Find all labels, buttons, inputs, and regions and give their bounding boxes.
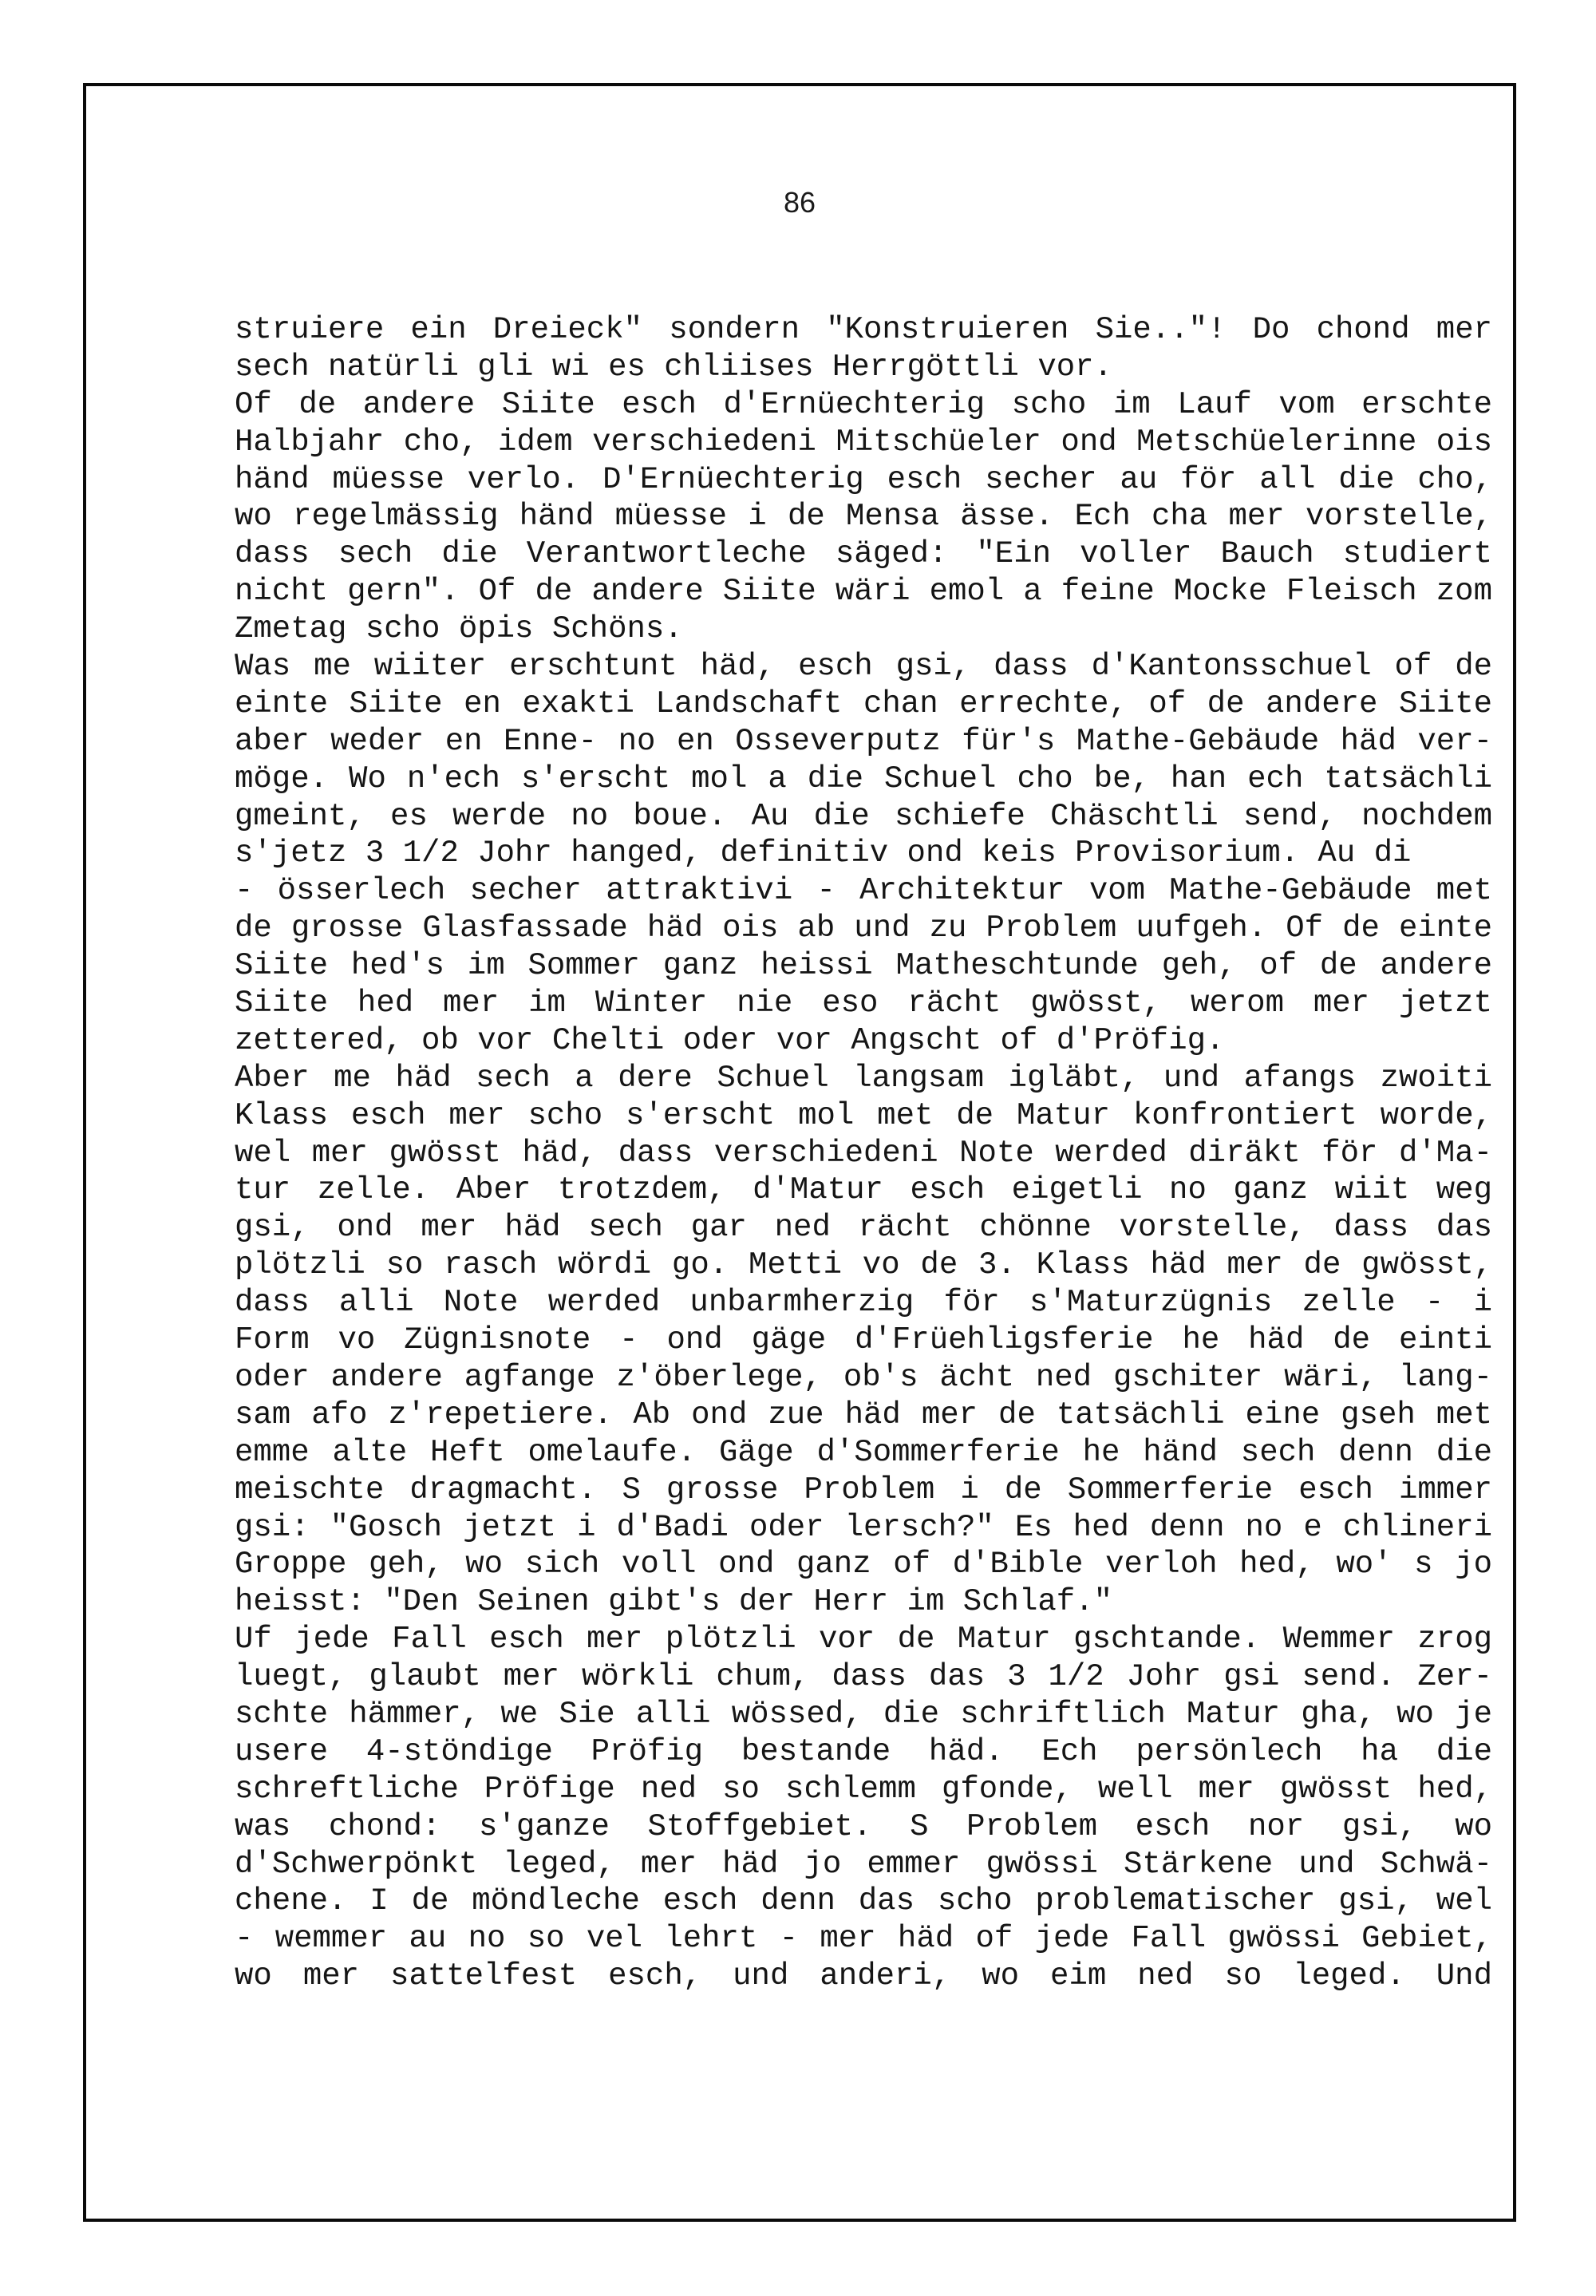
text-line: emme alte Heft omelaufe. Gäge d'Sommerferie he händ sech denn die (235, 1434, 1492, 1470)
text-line: plötzli so rasch wördi go. Metti vo de 3. Klass häd mer de gwösst, (235, 1247, 1492, 1283)
body-text (235, 311, 1492, 1995)
page-number: 86 (783, 186, 816, 219)
text-line: - wemmer au no so vel lehrt - mer häd of jede Fall gwössi Gebiet, (235, 1921, 1492, 1957)
text-line: einte Siite en exakti Landschaft chan errechte, of de andere Siite (235, 686, 1492, 721)
text-line: dass sech die Verantwortleche säged: "Ein voller Bauch studiert (235, 536, 1492, 572)
text-line: Form vo Zügnisnote - ond gäge d'Früehligsferie he häd de einti (235, 1322, 1492, 1358)
text-line: sech natürli gli wi es chliises Herrgöttli vor. (235, 349, 1112, 385)
text-line: Zmetag scho öpis Schöns. (235, 611, 683, 647)
document-page (86, 86, 1513, 2219)
text-line: schte hämmer, we Sie alli wössed, die schriftlich Matur gha, wo je (235, 1696, 1492, 1732)
text-line: Aber me häd sech a dere Schuel langsam igläbt, und afangs zwoiti (235, 1060, 1492, 1096)
text-line: schreftliche Pröfige ned so schlemm gfonde, well mer gwösst hed, (235, 1771, 1492, 1807)
text-line: Of de andere Siite esch d'Ernüechterig scho im Lauf vom erschte (235, 386, 1492, 422)
text-line: luegt, glaubt mer wörkli chum, dass das 3 1/2 Johr gsi send. Zer- (235, 1659, 1492, 1695)
text-line: möge. Wo n'ech s'erscht mol a die Schuel cho be, han ech tatsächli (235, 761, 1492, 796)
text-line: Siite hed's im Sommer ganz heissi Matheschtunde geh, of de andere (235, 948, 1492, 984)
text-line: Halbjahr cho, idem verschiedeni Mitschüeler ond Metschüelerinne ois (235, 424, 1492, 460)
text-line: aber weder en Enne- no en Osseverputz für's Mathe-Gebäude häd ver- (235, 723, 1492, 759)
text-line: händ müesse verlo. D'Ernüechterig esch secher au för all die cho, (235, 461, 1492, 497)
text-line: Uf jede Fall esch mer plötzli vor de Matur gschtande. Wemmer zrog (235, 1622, 1492, 1658)
text-line: tur zelle. Aber trotzdem, d'Matur esch eigetli no ganz wiit weg (235, 1172, 1492, 1208)
text-line: gsi: "Gosch jetzt i d'Badi oder lersch?" Es hed denn no e chlineri (235, 1509, 1492, 1545)
text-line: s'jetz 3 1/2 Johr hanged, definitiv ond keis Provisorium. Au di (235, 836, 1412, 871)
text-line: usere 4-stöndige Pröfig bestande häd. Ech persönlech ha die (235, 1733, 1492, 1769)
text-line: was chond: s'ganze Stoffgebiet. S Problem esch nor gsi, wo (235, 1808, 1492, 1844)
text-line: wo regelmässig händ müesse i de Mensa ässe. Ech cha mer vorstelle, (235, 499, 1492, 535)
text-line: dass alli Note werded unbarmherzig för s'Maturzügnis zelle - i (235, 1285, 1492, 1321)
text-line: - össerlech secher attraktivi - Architektur vom Mathe-Gebäude met (235, 873, 1492, 909)
text-line: meischte dragmacht. S grosse Problem i de Sommerferie esch immer (235, 1472, 1492, 1508)
text-line: gsi, ond mer häd sech gar ned rächt chönne vorstelle, dass das (235, 1210, 1492, 1246)
text-line: heisst: "Den Seinen gibt's der Herr im Schlaf." (235, 1584, 1112, 1620)
text-line: wo mer sattelfest esch, und anderi, wo eim ned so leged. Und (235, 1958, 1492, 1994)
text-line: zettered, ob vor Chelti oder vor Angscht of d'Pröfig. (235, 1022, 1225, 1058)
text-line: Was me wiiter erschtunt häd, esch gsi, dass d'Kantonsschuel of de (235, 649, 1492, 685)
text-line: gmeint, es werde no boue. Au die schiefe Chäschtli send, nochdem (235, 798, 1492, 834)
text-line: de grosse Glasfassade häd ois ab und zu Problem uufgeh. Of de einte (235, 911, 1492, 946)
text-line: nicht gern". Of de andere Siite wäri emol a feine Mocke Fleisch zom (235, 574, 1492, 610)
text-line: oder andere agfange z'öberlege, ob's ächt ned gschiter wäri, lang- (235, 1359, 1492, 1395)
text-line: Siite hed mer im Winter nie eso rächt gwösst, werom mer jetzt (235, 986, 1492, 1022)
text-line: Groppe geh, wo sich voll ond ganz of d'Bible verloh hed, wo' s jo (235, 1547, 1492, 1583)
text-line: Klass esch mer scho s'erscht mol met de Matur konfrontiert worde, (235, 1097, 1492, 1133)
text-line: d'Schwerpönkt leged, mer häd jo emmer gwössi Stärkene und Schwä- (235, 1846, 1492, 1882)
text-line: struiere ein Dreieck" sondern "Konstruieren Sie.."! Do chond mer (235, 312, 1492, 347)
text-line: sam afo z'repetiere. Ab ond zue häd mer de tatsächli eine gseh met (235, 1397, 1492, 1433)
text-line: chene. I de möndleche esch denn das scho problematischer gsi, wel (235, 1883, 1492, 1919)
text-line: wel mer gwösst häd, dass verschiedeni Note werded diräkt för d'Ma- (235, 1135, 1492, 1171)
